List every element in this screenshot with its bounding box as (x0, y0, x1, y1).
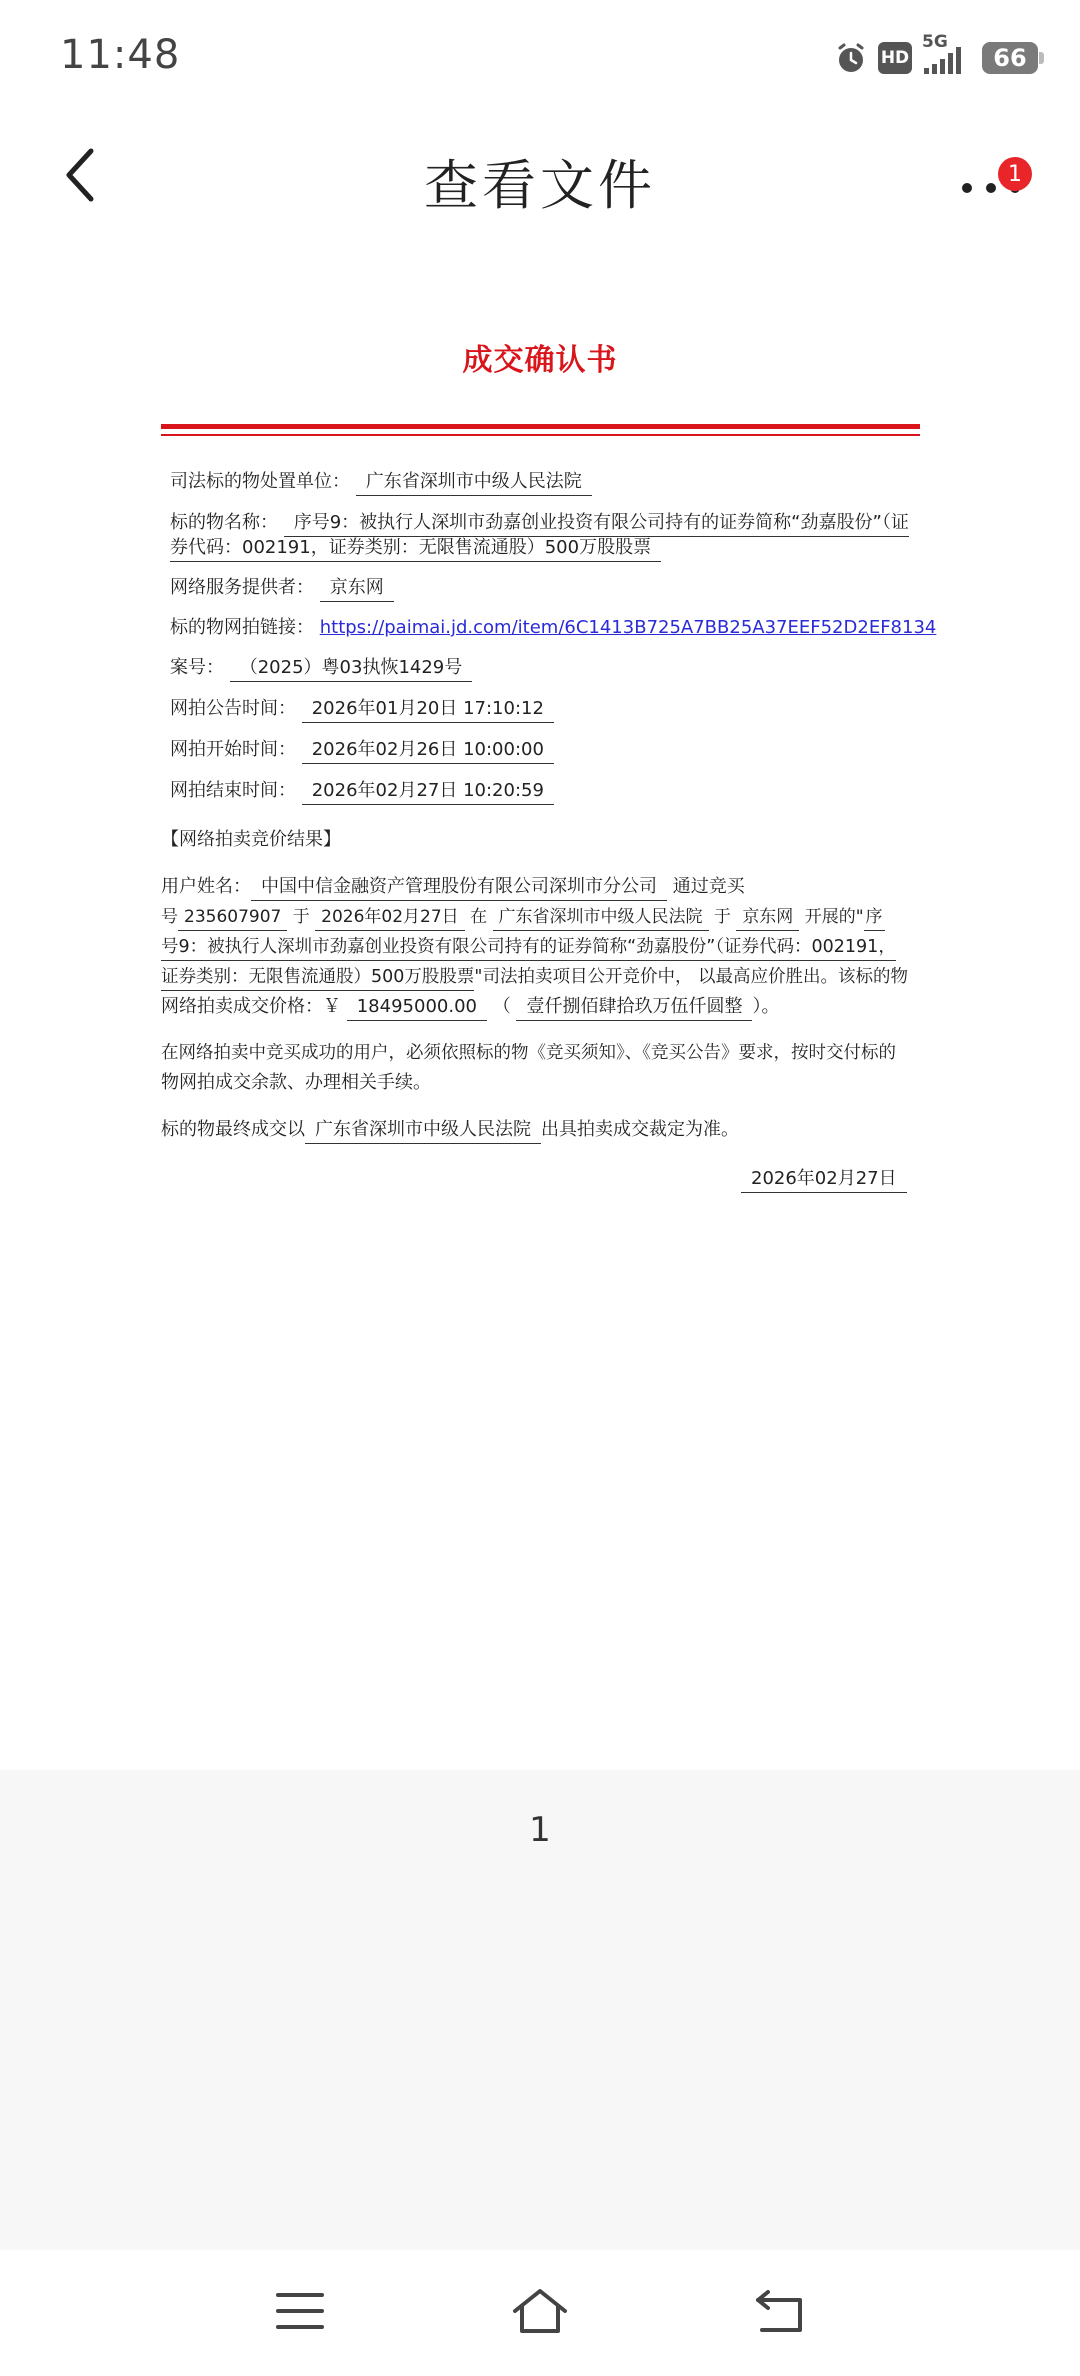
field-label: 网拍开始时间： (170, 739, 296, 760)
field-label: 网拍公告时间： (170, 698, 296, 719)
result-line-2 (161, 902, 921, 932)
field-label: 网拍结束时间： (170, 780, 296, 801)
result-line-1 (161, 872, 921, 902)
field-value-cont: 券代码：002191，证券类别：无限售流通股）500万股股票 (170, 535, 661, 562)
back-icon (754, 2288, 806, 2334)
text-fragment: "司法拍卖项目公开竞价中， 以最高应价胜出。该标的物 (474, 967, 909, 987)
text-fragment: 序 (864, 904, 885, 931)
text-fragment: （ (492, 996, 511, 1017)
final-paragraph (161, 1115, 921, 1145)
deal-price-words: 壹仟捌佰肆拾玖万伍仟圆整 (516, 994, 752, 1021)
page-number: 1 (529, 1810, 551, 1850)
text-fragment: 开展的" (804, 907, 864, 927)
network-type-label: 5G (922, 32, 948, 52)
field-label: 标的物网拍链接： (170, 617, 314, 638)
field-disposal-unit (170, 467, 592, 497)
signal-icon (922, 32, 972, 78)
platform-name: 京东网 (736, 904, 799, 931)
court-name: 广东省深圳市中级人民法院 (493, 904, 709, 931)
field-value: 2026年01月20日 17:10:12 (302, 696, 554, 723)
field-value: （2025）粤03执恢1429号 (230, 655, 473, 682)
document-title: 成交确认书 (462, 343, 618, 378)
deal-price: 18495000.00 (347, 994, 487, 1021)
alarm-icon (834, 41, 868, 75)
result-line-5 (161, 992, 921, 1022)
title-divider (161, 424, 920, 429)
more-options-button[interactable] (950, 145, 1030, 205)
sign-date-wrap (741, 1164, 907, 1194)
field-value: 2026年02月27日 10:20:59 (302, 778, 554, 805)
text-fragment: 标的物最终成交以 (161, 1119, 305, 1140)
menu-icon (276, 2291, 324, 2331)
text-fragment: 号 (161, 907, 178, 927)
page-indicator-area (0, 1770, 1080, 2250)
field-item-name-cont (170, 533, 661, 563)
text-fragment: 于 (713, 907, 731, 927)
status-icons (834, 32, 1038, 80)
text-fragment: 出具拍卖成交裁定为准。 (541, 1119, 739, 1140)
field-service-provider (170, 573, 394, 603)
bid-number: 235607907 (178, 904, 287, 931)
field-value: 2026年02月26日 10:00:00 (302, 737, 554, 764)
result-line-3 (161, 932, 921, 962)
field-label: 司法标的物处置单位： (170, 471, 350, 492)
final-court: 广东省深圳市中级人民法院 (305, 1117, 541, 1144)
sign-date: 2026年02月27日 (741, 1166, 907, 1193)
field-case-number (170, 653, 472, 683)
user-name: 中国中信金融资产管理股份有限公司深圳市分公司 (251, 874, 667, 901)
home-icon (511, 2287, 569, 2335)
field-label: 案号： (170, 657, 224, 678)
field-value: 广东省深圳市中级人民法院 (356, 469, 592, 496)
back-nav-button[interactable] (740, 2276, 820, 2346)
bid-date: 2026年02月27日 (315, 904, 465, 931)
battery-icon (982, 42, 1038, 74)
field-auction-link (170, 613, 936, 643)
page-title: 查看文件 (424, 154, 656, 217)
result-line-4 (161, 962, 921, 992)
text-fragment: 通过竞买 (672, 876, 745, 897)
item-description-cont: 证券类别：无限售流通股）500万股股票 (161, 964, 474, 991)
field-announce-time (170, 694, 554, 724)
system-nav-bar (0, 2250, 1080, 2376)
item-description: 号9：被执行人深圳市劲嘉创业投资有限公司持有的证券简称“劲嘉股份”（证券代码：002191， (161, 934, 896, 961)
field-label: 网络服务提供者： (170, 577, 314, 598)
title-divider-thin (161, 434, 920, 436)
notification-badge: 1 (998, 157, 1032, 191)
field-value: 序号9：被执行人深圳市劲嘉创业投资有限公司持有的证券简称“劲嘉股份”（证 (284, 510, 909, 537)
price-label: 网络拍卖成交价格：￥ (161, 996, 341, 1017)
field-start-time (170, 735, 554, 765)
document-view[interactable] (0, 235, 1080, 1770)
notice-line-1: 在网络拍卖中竞买成功的用户，必须依照标的物《竞买须知》、《竞买公告》要求，按时交付标的 (161, 1043, 896, 1063)
menu-button[interactable] (260, 2276, 340, 2346)
text-fragment: 在 (470, 907, 488, 927)
field-label: 标的物名称： (170, 512, 278, 533)
field-end-time (170, 776, 554, 806)
auction-link[interactable]: https://paimai.jd.com/item/6C1413B725A7BB25A37EEF52D2EF8134 (319, 617, 937, 638)
text-fragment: 于 (292, 907, 310, 927)
status-time: 11:48 (60, 32, 181, 78)
result-heading: 【网络拍卖竞价结果】 (161, 829, 341, 850)
result-paragraph (161, 872, 921, 1022)
text-fragment: ）。 (752, 996, 780, 1017)
user-label: 用户姓名： (161, 876, 251, 897)
hd-icon: HD (878, 42, 912, 74)
notice-line-2: 物网拍成交余款、办理相关手续。 (161, 1072, 431, 1093)
field-value: 京东网 (320, 575, 394, 602)
battery-level: 66 (993, 44, 1027, 72)
notice-paragraph (161, 1038, 921, 1098)
home-button[interactable] (500, 2276, 580, 2346)
app-header (0, 115, 1080, 235)
status-bar (0, 0, 1080, 115)
